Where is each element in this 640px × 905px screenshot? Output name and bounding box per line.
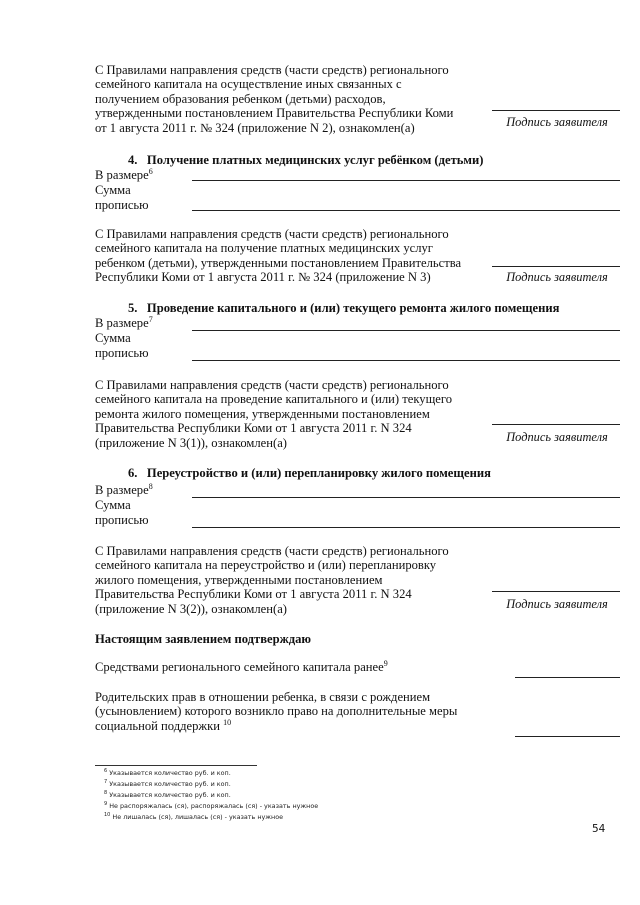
amount-input-section-6[interactable] xyxy=(192,497,620,498)
signature-line-section-4[interactable] xyxy=(492,266,620,267)
section-heading-4 xyxy=(128,153,483,168)
signature-label-section-6: Подпись заявителя xyxy=(506,597,608,611)
page-number: 54 xyxy=(592,823,606,835)
confirm-item-2: Родительских прав в отношении ребенка, в связи с рождением (усыновлением) которого возникло право на дополнительные меры социальной поддержки $^{10}$ xyxy=(95,690,458,733)
footnote-9: $^9$ Не распоряжалась (ся), распоряжалась (ся) - указать нужное xyxy=(104,800,319,810)
footnote-7: $^7$ Указывается количество руб. и коп. xyxy=(104,778,231,788)
signature-label-section-3: Подпись заявителя xyxy=(506,115,608,129)
confirm-item-2-input[interactable] xyxy=(515,736,620,737)
footnote-8: $^8$ Указывается количество руб. и коп. xyxy=(104,789,231,799)
footnote-ref: 10 xyxy=(223,717,232,727)
amount-label-section-4: В размере$^6$ xyxy=(95,166,153,182)
section-title: Проведение капитального и (или) текущего ремонта жилого помещения xyxy=(146,301,560,315)
section-number: 6. xyxy=(128,466,138,480)
signature-label-section-5: Подпись заявителя xyxy=(506,430,608,444)
footnote-6: $^6$ Указывается количество руб. и коп. xyxy=(104,767,231,777)
footnote-ref: 7 xyxy=(148,314,153,324)
rules-text-section-6: С Правилами направления средств (части средств) регионального семейного капитала на переустройство и (или) перепланировку жилого помещения, утвержденными постановлением Правительства Республики Коми от 1 августа 2011 г. N 324 (приложение N 3(2)), ознакомлен(а) xyxy=(95,544,449,616)
rules-text-section-5: С Правилами направления средств (части средств) регионального семейного капитала на проведение капитального и (или) текущего ремонта жилого помещения, утвержденными постановлением Правительства Республики Коми от 1 августа 2011 г. N 324 (приложение N 3(1)), ознакомлен(а) xyxy=(95,378,453,450)
footnote-ref: 6 xyxy=(148,166,153,176)
amount-input-section-5[interactable] xyxy=(192,330,620,331)
footnote-ref: 8 xyxy=(148,481,153,491)
confirm-heading: Настоящим заявлением подтверждаю xyxy=(95,632,312,646)
footnote-10: $^{10}$ Не лишалась (ся), лишалась (ся) - указать нужное xyxy=(104,811,284,821)
rules-text-section-4: С Правилами направления средств (части средств) регионального семейного капитала на получение платных медицинских услуг ребенком (детьми), утвержденными постановлением Правительства Республики Коми от 1 августа 2011 г. № 324 (приложение N 3) xyxy=(95,227,462,285)
amount-input-section-4[interactable] xyxy=(192,180,620,181)
sum-in-words-input-section-4[interactable] xyxy=(192,210,620,211)
signature-line-section-3[interactable] xyxy=(492,110,620,111)
amount-label-section-5: В размере$^7$ xyxy=(95,314,153,330)
section-heading-5 xyxy=(128,301,559,316)
section-heading-6 xyxy=(128,466,491,481)
section-title: Переустройство и (или) перепланировку жилого помещения xyxy=(146,466,491,480)
section-title: Получение платных медицинских услуг ребёнком (детьми) xyxy=(146,153,484,167)
section-number: 4. xyxy=(128,153,138,167)
signature-line-section-6[interactable] xyxy=(492,591,620,592)
sum-label-section-6: Сумма xyxy=(95,498,131,512)
sum-label-section-5: Сумма xyxy=(95,331,131,345)
signature-line-section-5[interactable] xyxy=(492,424,620,425)
sum-in-words-input-section-5[interactable] xyxy=(192,360,620,361)
signature-label-section-4: Подпись заявителя xyxy=(506,270,608,284)
words-label-section-5: прописью xyxy=(95,346,149,360)
section-number: 5. xyxy=(128,301,138,315)
footnote-separator xyxy=(95,765,257,766)
words-label-section-6: прописью xyxy=(95,513,149,527)
footnote-ref: 9 xyxy=(383,658,388,668)
confirm-item-1-input[interactable] xyxy=(515,677,620,678)
amount-label-section-6: В размере$^8$ xyxy=(95,481,153,497)
sum-in-words-input-section-6[interactable] xyxy=(192,527,620,528)
words-label-section-4: прописью xyxy=(95,198,149,212)
rules-text-section-3: С Правилами направления средств (части средств) регионального семейного капитала на осуществление иных связанных с получением образования ребенком (детьми) расходов, утвержденными постановлением Правительства Республики Коми от 1 августа 2011 г. № 324 (приложение N 2), ознакомлен(а) xyxy=(95,63,454,135)
confirm-item-1: Средствами регионального семейного капитала ранее$^9$ xyxy=(95,658,388,674)
sum-label-section-4: Сумма xyxy=(95,183,131,197)
